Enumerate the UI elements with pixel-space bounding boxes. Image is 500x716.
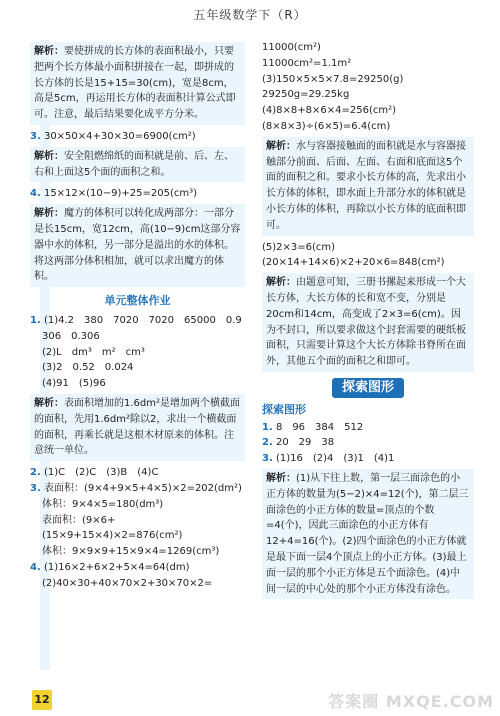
item-number: 4. bbox=[30, 188, 41, 200]
answer-text: (8×8×3)÷(6×5)=6.4(cm) bbox=[262, 120, 391, 132]
answer-text: 表面积：(9×6+(15×9+15×4)×2=876(cm²) bbox=[42, 514, 183, 542]
answer-text: 29250g=29.25kg bbox=[262, 89, 350, 101]
analysis-text: 解析：水与容器接触面的面积就是水与容器接触部分前面、后面、左面、右面和底面这5个面的面积之和。要求小长方体的高，先求出小长方体的体积，即水面上升部分水的体积就是小长方体的体积，再除以小长方体的底面积即可。 bbox=[266, 140, 466, 231]
answer-line bbox=[30, 313, 245, 329]
analysis-block bbox=[30, 147, 245, 183]
analysis-block bbox=[262, 469, 474, 599]
answer-text: (4)91 (5)96 bbox=[42, 378, 106, 390]
answer-text: (3)2 0.52 0.024 bbox=[42, 362, 134, 374]
analysis-block bbox=[30, 204, 245, 287]
answer-line bbox=[30, 129, 245, 145]
analysis-text: 解析：(1)从下往上数，第一层三面涂色的小正方体的数量为(5−2)×4=12(个)，第二层三面涂色的小正方体的数量=顶点的个数=4(个)，因此三面涂色的小正方体有12+4=16(个)。(2)四个面涂色的小正方体就是最下面一层4个顶点上的小正方体。(3)最上面一层的那个小正方体是五个面涂色。(4)中间一层的中心处的那个小正方体没有涂色。 bbox=[266, 472, 469, 595]
analysis-block bbox=[30, 394, 245, 461]
page-header-title: 五年级数学下（R） bbox=[193, 8, 307, 22]
watermark-logo: 答案圈 MXQE.COM bbox=[328, 692, 494, 711]
item-number: 3. bbox=[30, 482, 41, 494]
analysis-label: 解析： bbox=[34, 397, 64, 409]
page-header bbox=[0, 0, 500, 32]
page-number: 12 bbox=[32, 690, 52, 710]
analysis-label: 解析： bbox=[266, 140, 296, 152]
analysis-text: 解析：要使拼成的长方体的表面积最小，只要把两个长方体最小面积拼接在一起，即拼成的长方体的长是15+15=30(cm)，宽是8cm，高是5cm，再运用长方体的表面积计算公式即可。注意，最后结果要化成平方分米。 bbox=[34, 46, 236, 121]
answer-text: (2)L dm³ m² cm³ bbox=[42, 346, 145, 358]
answer-text: 20 29 38 bbox=[275, 437, 335, 449]
analysis-block bbox=[262, 273, 474, 372]
item-number: 1. bbox=[30, 314, 41, 326]
answer-line bbox=[262, 451, 474, 467]
answer-text: (20×14+14×6)×2+20×6=848(cm²) bbox=[262, 257, 445, 269]
item-number: 2. bbox=[30, 467, 41, 479]
item-number: 2. bbox=[262, 437, 273, 449]
analysis-label: 解析： bbox=[266, 472, 296, 484]
answer-text: 15×12×(10−9)+25=205(cm³) bbox=[43, 188, 198, 200]
analysis-label: 解析： bbox=[34, 208, 64, 220]
answer-text: 306 0.306 bbox=[42, 330, 100, 342]
answer-line bbox=[30, 465, 245, 481]
section-title: 探索图形 bbox=[332, 378, 404, 398]
item-number: 4. bbox=[30, 561, 41, 573]
answer-text: (3)150×5×5×7.8=29250(g) bbox=[262, 73, 404, 85]
answer-text: (2)40×30+40×70×2+30×70×2= bbox=[42, 577, 213, 589]
analysis-block bbox=[262, 137, 474, 236]
answer-text: (1)16×2+6×2+5×4=64(dm) bbox=[43, 561, 190, 573]
analysis-label: 解析： bbox=[34, 46, 64, 57]
answer-text: 表面积：(9×4+9×5+4×5)×2=202(dm²) bbox=[43, 482, 242, 494]
answer-line bbox=[262, 435, 474, 451]
analysis-text: 解析：由题意可知，三册书摞起来形成一个大长方体，大长方体的长和宽不变，分别是20cm和14cm，高变成了2×3=6(cm)。因为不封口，所以要求做这个封套需要的硬纸板面积，只需要计算这个大长方体除书脊所在面外，其他五个面的面积之和即可。 bbox=[266, 277, 466, 368]
answer-text: (4)8×8+8×6×4=256(cm²) bbox=[262, 105, 397, 117]
analysis-block bbox=[30, 42, 245, 125]
answer-text: 8 96 384 512 bbox=[275, 421, 364, 433]
answer-line bbox=[30, 481, 245, 497]
answer-text: 11000(cm²) bbox=[262, 42, 321, 53]
analysis-text: 解析：表面积增加的1.6dm²是增加两个横截面的面积，先用1.6dm²除以2，求出一个横截面的面积，再乘长就是这根木材原来的体积。注意统一单位。 bbox=[34, 397, 241, 457]
analysis-label: 解析： bbox=[266, 277, 296, 289]
item-number: 3. bbox=[30, 130, 41, 142]
answer-text: (1)16 (2)4 (3)1 (4)1 bbox=[275, 453, 395, 465]
item-number: 1. bbox=[262, 421, 273, 433]
answer-text: (5)2×3=6(cm) bbox=[262, 241, 336, 253]
answer-text: 体积：9×9×9+15×9×4=1269(cm³) bbox=[42, 546, 220, 558]
answer-text: 体积：9×4×5=180(dm³) bbox=[42, 498, 164, 510]
answer-line bbox=[30, 186, 245, 202]
answer-text: 11000cm²=1.1m² bbox=[262, 57, 352, 69]
answer-line bbox=[262, 420, 474, 436]
analysis-label: 解析： bbox=[34, 150, 64, 162]
left-column bbox=[30, 40, 245, 592]
section-title: 单元整体作业 bbox=[104, 294, 171, 308]
answer-line bbox=[30, 560, 245, 576]
answer-text: (1)4.2 380 7020 7020 65000 0.9 bbox=[43, 314, 242, 326]
right-column bbox=[262, 40, 474, 603]
answer-text: (1)C (2)C (3)B (4)C bbox=[43, 467, 159, 479]
item-number: 3. bbox=[262, 453, 273, 465]
answer-text: 30×50×4+30×30=6900(cm²) bbox=[43, 130, 196, 142]
subsection-title: 探索图形 bbox=[262, 402, 306, 416]
analysis-text: 解析：魔方的体积可以转化成两部分：一部分是长15cm，宽12cm，高(10−9)cm这部分容器中水的体积，另一部分是溢出的水的体积。将这两部分体积相加，就可以求出魔方的体积。 bbox=[34, 208, 241, 283]
section-title-banner bbox=[262, 378, 474, 398]
analysis-text: 解析：安全阻燃绵纸的面积就是前、后、左、右和上面这5个面的面积之和。 bbox=[34, 150, 234, 178]
